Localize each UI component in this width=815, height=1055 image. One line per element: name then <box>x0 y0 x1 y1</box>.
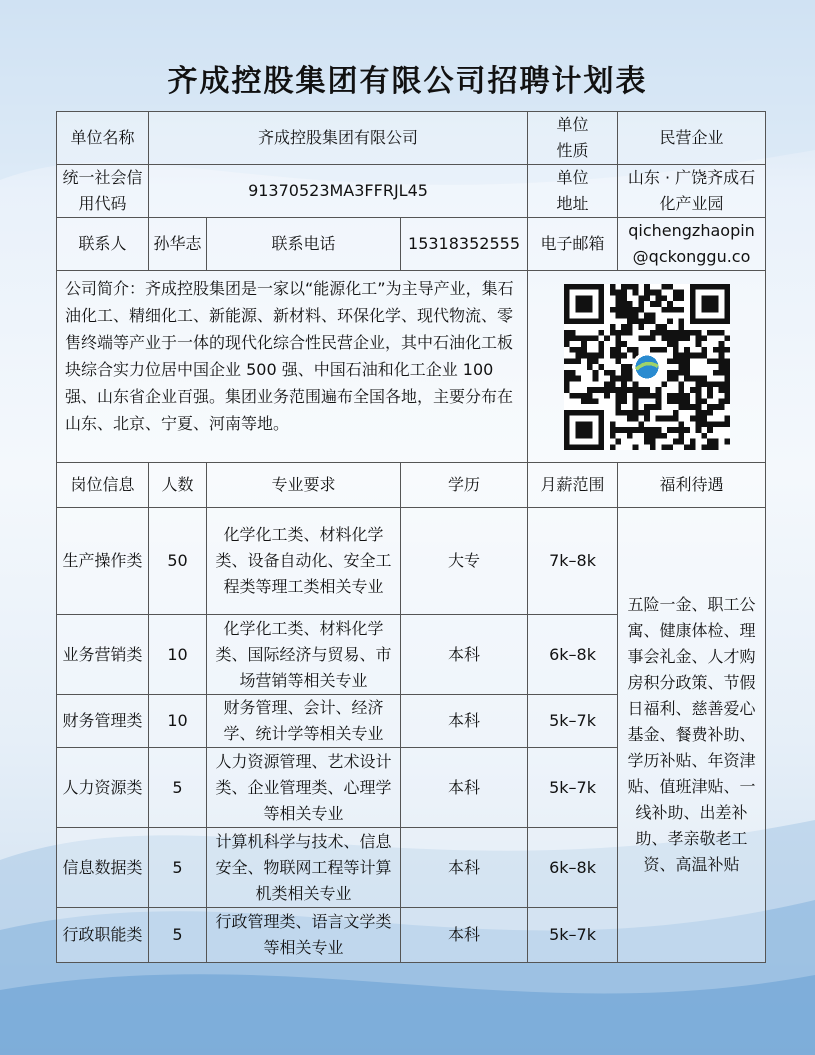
header-count: 人数 <box>149 463 207 508</box>
salary-cell: 5k–7k <box>528 908 618 963</box>
header-salary: 月薪范围 <box>528 463 618 508</box>
position-cell: 人力资源类 <box>57 748 149 828</box>
credit-code: 91370523MA3FFRJL45 <box>149 165 528 218</box>
count-cell: 5 <box>149 908 207 963</box>
position-cell: 行政职能类 <box>57 908 149 963</box>
email-line-1: qichengzhaopin <box>628 221 755 240</box>
address-label <box>528 165 618 218</box>
phone-label: 联系电话 <box>207 218 401 271</box>
education-cell: 本科 <box>401 748 528 828</box>
major-cell: 化学化工类、材料化学类、设备自动化、安全工程类等理工类相关专业 <box>207 508 401 615</box>
credit-code-label: 统一社会信用代码 <box>57 165 149 218</box>
company-name: 齐成控股集团有限公司 <box>149 112 528 165</box>
education-cell: 本科 <box>401 908 528 963</box>
address-label-line2: 地址 <box>556 194 589 213</box>
qr-code-icon <box>564 284 730 450</box>
position-cell: 信息数据类 <box>57 828 149 908</box>
phone-number: 15318352555 <box>401 218 528 271</box>
company-type: 民营企业 <box>618 112 766 165</box>
header-major: 专业要求 <box>207 463 401 508</box>
salary-cell: 5k–7k <box>528 748 618 828</box>
salary-cell: 6k–8k <box>528 615 618 695</box>
major-cell: 行政管理类、语言文学类等相关专业 <box>207 908 401 963</box>
major-cell: 财务管理、会计、经济学、统计学等相关专业 <box>207 695 401 748</box>
header-benefits: 福利待遇 <box>618 463 766 508</box>
qr-code-cell <box>528 271 766 463</box>
email-address <box>618 218 766 271</box>
count-cell: 50 <box>149 508 207 615</box>
salary-cell: 7k–8k <box>528 508 618 615</box>
education-cell: 本科 <box>401 828 528 908</box>
salary-cell: 5k–7k <box>528 695 618 748</box>
address: 山东 · 广饶齐成石化产业园 <box>618 165 766 218</box>
contact-label: 联系人 <box>57 218 149 271</box>
count-cell: 5 <box>149 828 207 908</box>
position-cell: 财务管理类 <box>57 695 149 748</box>
count-cell: 10 <box>149 615 207 695</box>
education-cell: 大专 <box>401 508 528 615</box>
page-title: 齐成控股集团有限公司招聘计划表 <box>167 64 648 99</box>
company-type-label-line2: 性质 <box>556 141 589 160</box>
count-cell: 10 <box>149 695 207 748</box>
position-cell: 生产操作类 <box>57 508 149 615</box>
major-cell: 化学化工类、材料化学类、国际经济与贸易、市场营销等相关专业 <box>207 615 401 695</box>
major-cell: 人力资源管理、艺术设计类、企业管理类、心理学等相关专业 <box>207 748 401 828</box>
major-cell: 计算机科学与技术、信息安全、物联网工程等计算机类相关专业 <box>207 828 401 908</box>
salary-cell: 6k–8k <box>528 828 618 908</box>
company-type-label-line1: 单位 <box>556 115 589 134</box>
position-cell: 业务营销类 <box>57 615 149 695</box>
education-cell: 本科 <box>401 695 528 748</box>
header-position: 岗位信息 <box>57 463 149 508</box>
header-education: 学历 <box>401 463 528 508</box>
count-cell: 5 <box>149 748 207 828</box>
table-row <box>57 508 766 615</box>
company-type-label <box>528 112 618 165</box>
education-cell: 本科 <box>401 615 528 695</box>
company-intro: 公司简介：齐成控股集团是一家以“能源化工”为主导产业，集石油化工、精细化工、新能源、新材料、环保化学、现代物流、零售终端等产业于一体的现代化综合性民营企业，其中石油化工板块综合实力位居中国企业 500 强、中国石油和化工企业 100 强、山东省企业百强。集团业务范围遍布全国各地，主要分布在山东、北京、宁夏、河南等地。 <box>57 271 528 463</box>
recruitment-table <box>56 111 766 963</box>
address-label-line1: 单位 <box>556 168 589 187</box>
email-line-2: @qckonggu.co <box>632 247 751 266</box>
email-label: 电子邮箱 <box>528 218 618 271</box>
benefits-cell: 五险一金、职工公寓、健康体检、理事会礼金、人才购房积分政策、节假日福利、慈善爱心基金、餐费补助、学历补贴、年资津贴、值班津贴、一线补助、出差补助、孝亲敬老工资、高温补贴 <box>618 508 766 963</box>
contact-name: 孙华志 <box>149 218 207 271</box>
company-name-label: 单位名称 <box>57 112 149 165</box>
